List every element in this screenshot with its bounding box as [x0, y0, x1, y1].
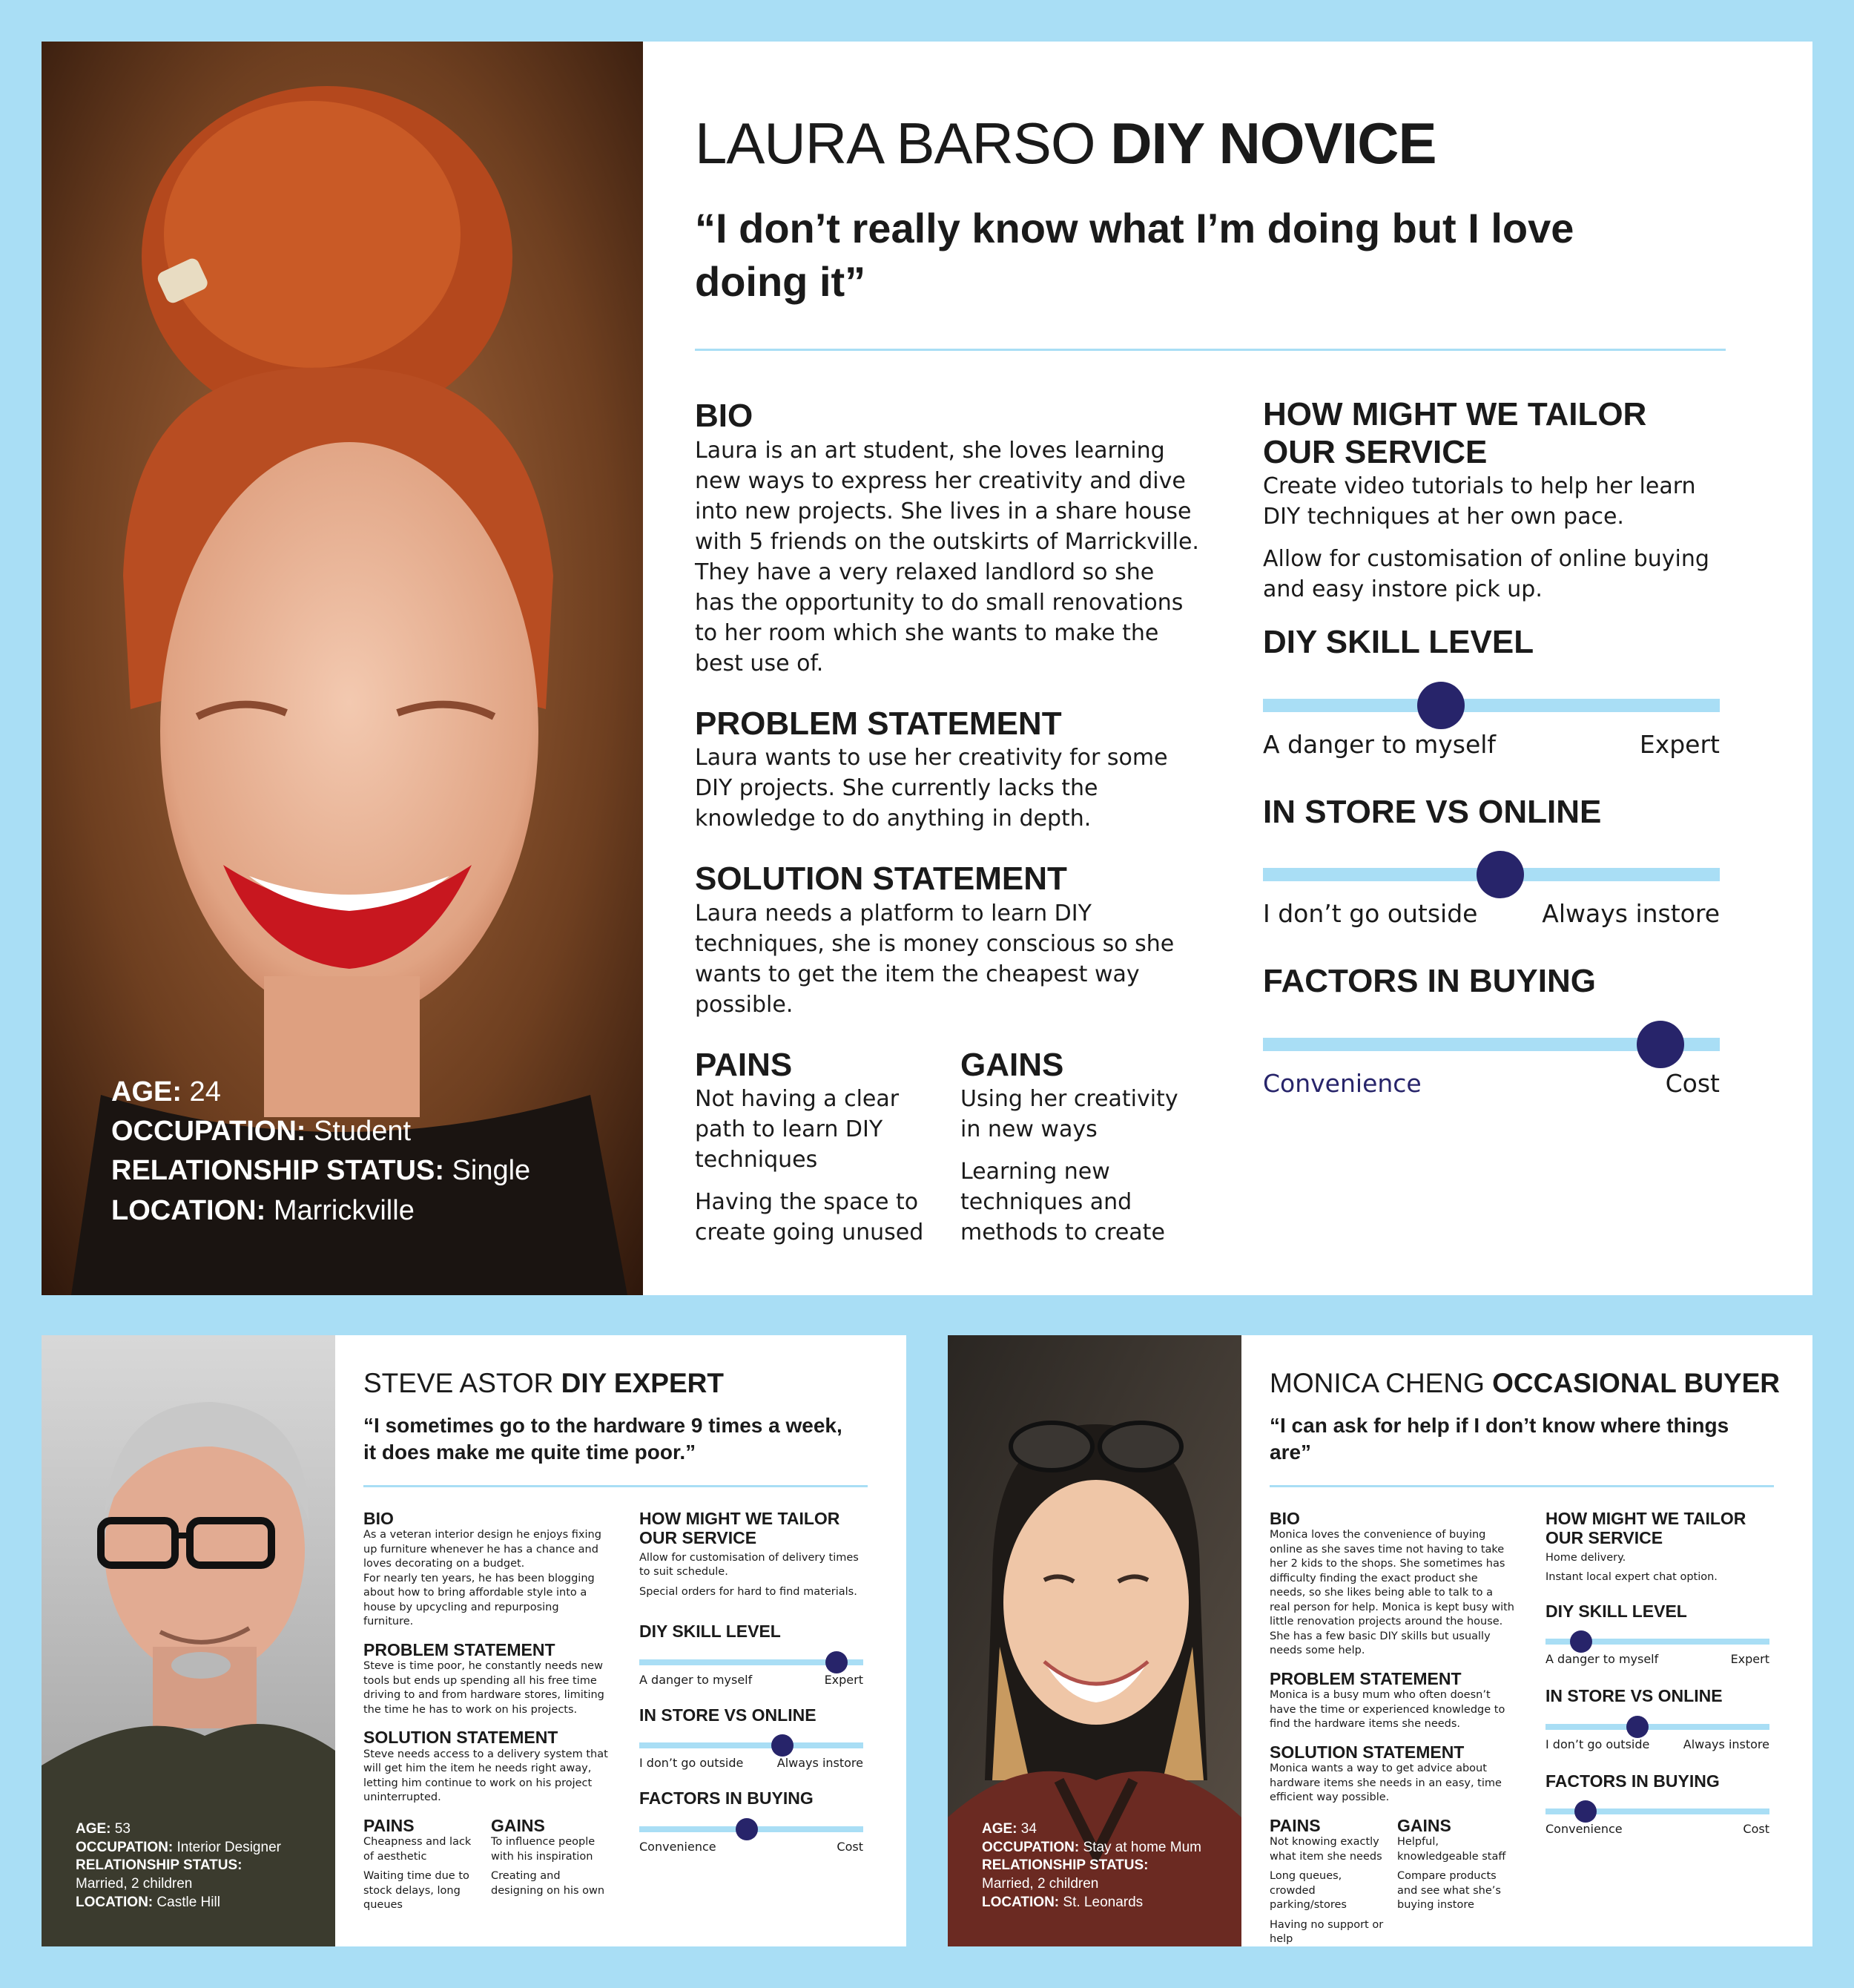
- slider-knob[interactable]: [736, 1818, 758, 1840]
- slider-min-label: I don’t go outside: [639, 1756, 744, 1771]
- slider-track: [1263, 699, 1720, 712]
- slider-max-label: Expert: [1639, 729, 1720, 759]
- tailor-heading: HOW MIGHT WE TAILOR OUR SERVICE: [639, 1509, 840, 1548]
- tailor-text: Instant local expert chat option.: [1545, 1571, 1718, 1584]
- slider-max-label: Cost: [837, 1839, 863, 1854]
- bio-text: As a veteran interior design he enjoys fixing up furniture whenever he has a chance and loves decorating on a budget.: [363, 1529, 601, 1570]
- slider-min-label: A danger to myself: [1263, 729, 1497, 759]
- slider-max-label: Always instore: [776, 1756, 863, 1771]
- bio-text: Monica loves the convenience of buying online as she saves time not having to take her 2 kids to the shops. She sometimes has difficulty finding the exact product she needs, so she likes being able to talk to a real person for help. Monica is kept busy with little renovation projects around the house. She has a few basic DIY skills but usually needs some help.: [1270, 1529, 1514, 1657]
- persona-quote: “I don’t really know what I’m doing but I love doing it”: [695, 205, 1574, 305]
- gains-section: [491, 1816, 608, 1913]
- gains-section: [1397, 1816, 1514, 1946]
- diy-skill-slider[interactable]: [639, 1650, 863, 1685]
- solution-heading: SOLUTION STATEMENT: [1270, 1742, 1465, 1762]
- tailor-text: Special orders for hard to find materials.: [639, 1585, 857, 1598]
- persona-info-laura: AGE: 24 OCCUPATION: Student RELATIONSHIP STATUS: Single LOCATION: Marrickville: [111, 1076, 531, 1226]
- slider-heading: DIY SKILL LEVEL: [639, 1622, 781, 1642]
- gain-item: Learning new techniques and methods to create: [960, 1159, 1165, 1246]
- slider-labels: [639, 1756, 863, 1770]
- slider-knob[interactable]: [1570, 1630, 1592, 1653]
- slider-track: [1545, 1724, 1769, 1730]
- solution-heading: SOLUTION STATEMENT: [363, 1728, 558, 1748]
- slider-min-label: Convenience: [1545, 1822, 1623, 1837]
- gains-heading: GAINS: [960, 1046, 1064, 1083]
- pain-item: Long queues, crowded parking/stores: [1270, 1870, 1347, 1912]
- gain-item: To influence people with his inspiration: [491, 1836, 596, 1863]
- slider-labels: [639, 1673, 863, 1687]
- bio-heading: BIO: [363, 1509, 394, 1528]
- pain-item: Having the space to create going unused: [695, 1189, 924, 1246]
- slider-heading: IN STORE VS ONLINE: [639, 1705, 817, 1725]
- gains-heading: GAINS: [1397, 1815, 1451, 1835]
- slider-knob[interactable]: [771, 1734, 794, 1757]
- slider-min-label: A danger to myself: [1545, 1652, 1659, 1667]
- slider-max-label: Always instore: [1542, 899, 1720, 929]
- pains-gains: [695, 1047, 1199, 1248]
- slider-heading: FACTORS IN BUYING: [639, 1788, 814, 1808]
- slider-max-label: Always instore: [1683, 1737, 1769, 1751]
- persona-title: MONICA CHENG OCCASIONAL BUYER: [1270, 1368, 1780, 1398]
- pains-gains: [1270, 1816, 1514, 1946]
- bio-text: For nearly ten years, he has been blogging about how to bring affordable style into a house by upcycling and repurposing furniture.: [363, 1572, 595, 1628]
- slider-labels: [1263, 1069, 1720, 1098]
- persona-card-monica: [948, 1335, 1812, 1946]
- slider-labels: [1545, 1652, 1769, 1666]
- slider-heading: FACTORS IN BUYING: [1545, 1771, 1720, 1791]
- gains-heading: GAINS: [491, 1815, 545, 1835]
- tailor-text: Create video tutorials to help her learn DIY techniques at her own pace.: [1263, 473, 1696, 530]
- buying-factors-slider[interactable]: [1545, 1800, 1769, 1837]
- slider-labels: [1263, 899, 1720, 928]
- bio-heading: BIO: [1270, 1509, 1300, 1528]
- gains-section: [960, 1047, 1199, 1248]
- gain-item: Using her creativity in new ways: [960, 1086, 1178, 1143]
- slider-max-label: Expert: [824, 1672, 863, 1687]
- gain-item: Compare products and see what she’s buying instore: [1397, 1870, 1501, 1912]
- left-column: [695, 398, 1199, 1248]
- left-column: [363, 1509, 608, 1913]
- diy-skill-slider[interactable]: [1263, 681, 1720, 759]
- solution-text: Steve needs access to a delivery system that will get him the item he needs right away, letting him continue to work on his project uninterrupted.: [363, 1748, 608, 1804]
- slider-labels: [1545, 1737, 1769, 1751]
- pain-item: Cheapness and lack of aesthetic: [363, 1836, 472, 1863]
- pains-section: [695, 1047, 934, 1248]
- tailor-text: Allow for customisation of online buying and easy instore pick up.: [1263, 546, 1709, 603]
- persona-quote: “I sometimes go to the hardware 9 times a week, it does make me quite time poor.”: [363, 1414, 842, 1464]
- tailor-heading: HOW MIGHT WE TAILOR OUR SERVICE: [1545, 1509, 1746, 1548]
- pains-heading: PAINS: [1270, 1815, 1321, 1835]
- slider-max-label: Cost: [1743, 1822, 1769, 1837]
- bio-text: Laura is an art student, she loves learning new ways to express her creativity and dive into new projects. She lives in a share house with 5 friends on the outskirts of Marrickville.: [695, 437, 1199, 555]
- slider-track: [639, 1742, 863, 1748]
- slider-heading: IN STORE VS ONLINE: [1545, 1686, 1723, 1706]
- problem-heading: PROBLEM STATEMENT: [695, 705, 1062, 742]
- bio-heading: BIO: [695, 398, 753, 434]
- persona-title: STEVE ASTOR DIY EXPERT: [363, 1368, 724, 1398]
- right-column: [639, 1509, 869, 1852]
- persona-content-monica: [1241, 1335, 1812, 1946]
- pain-item: Waiting time due to stock delays, long queues: [363, 1870, 469, 1912]
- persona-info-steve: AGE: 53 OCCUPATION: Interior Designer RELATIONSHIP STATUS: Married, 2 children LOCATION: Castle Hill: [76, 1821, 281, 1910]
- slider-knob[interactable]: [1477, 851, 1524, 898]
- right-column: [1545, 1509, 1775, 1837]
- tailor-text: Allow for customisation of delivery times to suit schedule.: [639, 1551, 859, 1579]
- slider-knob[interactable]: [1637, 1021, 1684, 1068]
- problem-text: Laura wants to use her creativity for some DIY projects. She currently lacks the knowledge to do anything in depth.: [695, 745, 1168, 832]
- pain-item: Having no support or help: [1270, 1918, 1384, 1946]
- pains-section: [1270, 1816, 1387, 1946]
- problem-heading: PROBLEM STATEMENT: [363, 1639, 555, 1659]
- solution-heading: SOLUTION STATEMENT: [695, 860, 1067, 898]
- slider-min-label: A danger to myself: [639, 1672, 753, 1687]
- solution-text: Laura needs a platform to learn DIY techniques, she is money conscious so she wants to get the item the cheapest way possible.: [695, 900, 1175, 1018]
- pains-section: [363, 1816, 481, 1913]
- persona-quote: “I can ask for help if I don’t know where things are”: [1270, 1414, 1729, 1464]
- problem-text: Monica is a busy mum who often doesn’t have the time or experienced knowledge to find the hardware items she needs.: [1270, 1689, 1505, 1731]
- bio-text: They have a very relaxed landlord so she has the opportunity to do small renovations to her room which she wants to make the best use of.: [695, 559, 1184, 677]
- divider: [695, 349, 1726, 351]
- buying-factors-slider[interactable]: [1263, 1020, 1720, 1098]
- store-online-slider[interactable]: [1545, 1715, 1769, 1749]
- divider: [1270, 1485, 1774, 1487]
- slider-heading: IN STORE VS ONLINE: [1263, 793, 1602, 830]
- pains-heading: PAINS: [363, 1815, 415, 1835]
- slider-min-label: I don’t go outside: [1263, 899, 1478, 929]
- persona-card-steve: [42, 1335, 906, 1946]
- tailor-heading: HOW MIGHT WE TAILOR OUR SERVICE: [1263, 396, 1647, 470]
- pain-item: Not knowing exactly what item she needs: [1270, 1836, 1382, 1863]
- tailor-text: Home delivery.: [1545, 1551, 1626, 1564]
- slider-knob[interactable]: [1417, 682, 1465, 729]
- slider-labels: [1263, 730, 1720, 759]
- pains-heading: PAINS: [695, 1046, 793, 1083]
- store-online-slider[interactable]: [1263, 850, 1720, 929]
- gain-item: Creating and designing on his own: [491, 1870, 605, 1897]
- pains-gains: [363, 1816, 608, 1913]
- slider-heading: DIY SKILL LEVEL: [1263, 624, 1534, 661]
- pain-item: Not having a clear path to learn DIY techniques: [695, 1086, 900, 1174]
- buying-factors-slider[interactable]: [639, 1817, 863, 1852]
- diy-skill-slider[interactable]: [1545, 1630, 1769, 1667]
- persona-content-steve: [335, 1335, 906, 1946]
- problem-heading: PROBLEM STATEMENT: [1270, 1668, 1462, 1688]
- slider-max-label: Cost: [1665, 1068, 1720, 1098]
- persona-card-laura: [42, 42, 1812, 1295]
- divider: [363, 1485, 868, 1487]
- right-column: [1263, 396, 1738, 1098]
- problem-text: Steve is time poor, he constantly needs new tools but ends up spending all his free time driving to and from hardware stores, limiting the time he has to work on his projects.: [363, 1660, 604, 1716]
- slider-knob[interactable]: [825, 1651, 848, 1673]
- persona-info-monica: AGE: 34 OCCUPATION: Stay at home Mum RELATIONSHIP STATUS: Married, 2 children LOCATION: St. Leonards: [982, 1821, 1201, 1910]
- slider-min-label: Convenience: [1263, 1068, 1422, 1098]
- left-column: [1270, 1509, 1514, 1946]
- slider-knob[interactable]: [1626, 1716, 1649, 1738]
- solution-text: Monica wants a way to get advice about hardware items she needs in an easy, time efficient way possible.: [1270, 1762, 1502, 1804]
- slider-heading: DIY SKILL LEVEL: [1545, 1601, 1687, 1621]
- persona-content-laura: [643, 42, 1812, 1295]
- slider-max-label: Expert: [1730, 1652, 1769, 1667]
- slider-min-label: I don’t go outside: [1545, 1737, 1650, 1751]
- slider-labels: [1545, 1822, 1769, 1836]
- store-online-slider[interactable]: [639, 1734, 863, 1771]
- persona-title: LAURA BARSO DIY NOVICE: [695, 111, 1436, 176]
- slider-heading: FACTORS IN BUYING: [1263, 963, 1597, 1000]
- slider-knob[interactable]: [1574, 1800, 1597, 1823]
- gain-item: Helpful, knowledgeable staff: [1397, 1836, 1506, 1863]
- slider-labels: [639, 1840, 863, 1854]
- slider-min-label: Convenience: [639, 1839, 716, 1854]
